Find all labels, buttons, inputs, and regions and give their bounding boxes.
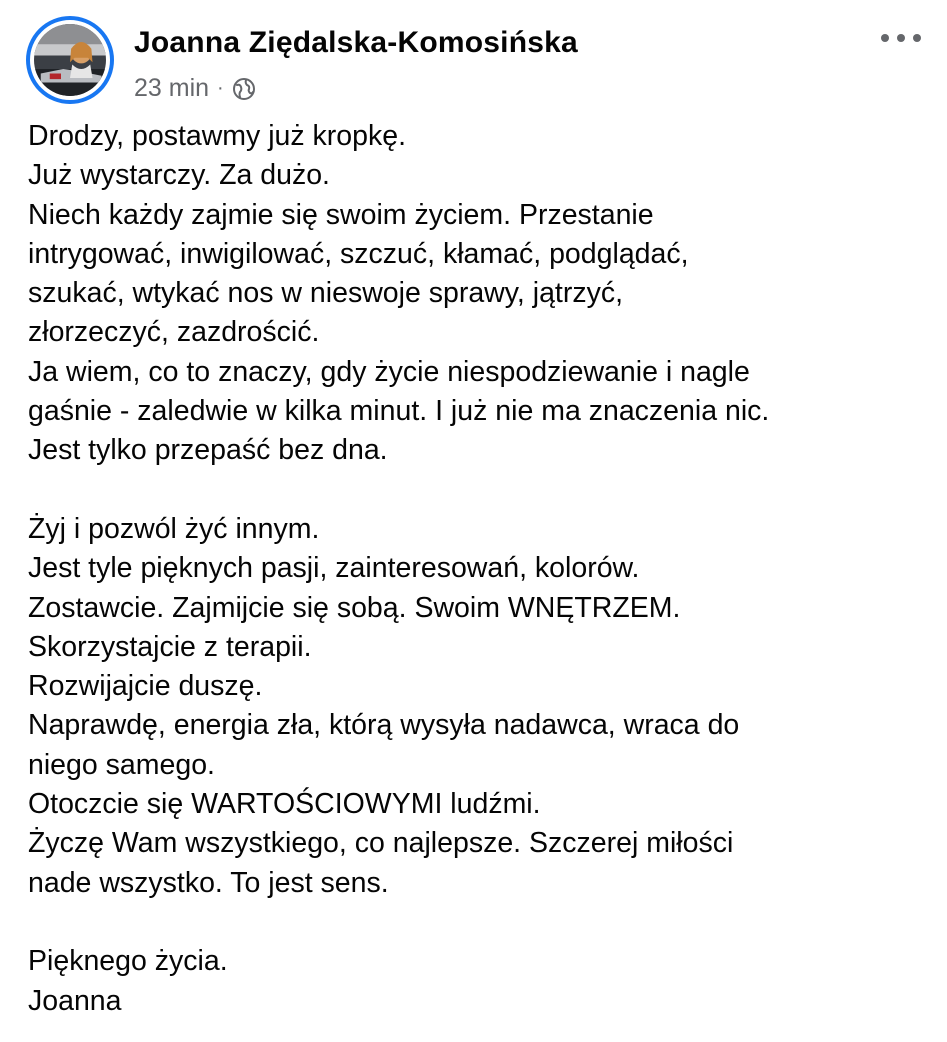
author-avatar[interactable] xyxy=(26,16,114,104)
avatar-photo-icon xyxy=(34,24,106,96)
paragraph-gap xyxy=(28,903,928,942)
post-signature: Pięknego życia. Joanna xyxy=(28,945,228,1017)
avatar-photo xyxy=(34,24,106,96)
more-dot xyxy=(881,34,889,42)
meta-separator: · xyxy=(217,77,224,99)
post-timestamp[interactable]: 23 min xyxy=(134,74,210,102)
post-meta xyxy=(134,74,256,103)
post-paragraph: Żyj i pozwól żyć innym. Jest tyle pięknych pasji, zainteresowań, kolorów. Zostawcie. Zajmijcie się sobą. Swoim WNĘTRZEM. Skorzystajcie z terapii. Rozwijajcie duszę. Naprawdę, energia zła, którą wysyła nadawca, wraca do niego samego. Otoczcie się WARTOŚCIOWYMI ludźmi. Życzę Wam wszystkiego, co najlepsze. Szczerej miłości nade wszystko. To jest sens. xyxy=(28,512,740,899)
post-text xyxy=(28,117,928,1021)
author-name[interactable]: Joanna Ziędalska-Komosińska xyxy=(134,26,578,59)
paragraph-gap xyxy=(28,471,928,510)
more-dot xyxy=(897,34,905,42)
more-options-icon[interactable] xyxy=(881,26,921,50)
more-dot xyxy=(913,34,921,42)
post-header xyxy=(26,16,921,106)
globe-icon[interactable] xyxy=(232,77,256,101)
post-paragraph: Drodzy, postawmy już kropkę. Już wystarczy. Za dużo. Niech każdy zajmie się swoim życiem. Przestanie intrygować, inwigilować, szczuć, kłamać, podglądać, szukać, wtykać nos w nieswoje sprawy, jątrzyć, złorzeczyć, zazdrościć. Ja wiem, co to znaczy, gdy życie niespodziewanie i nagle gaśnie - zaledwie w kilka minut. I już nie ma znaczenia nic. Jest tylko przepaść bez dna. xyxy=(28,120,770,467)
